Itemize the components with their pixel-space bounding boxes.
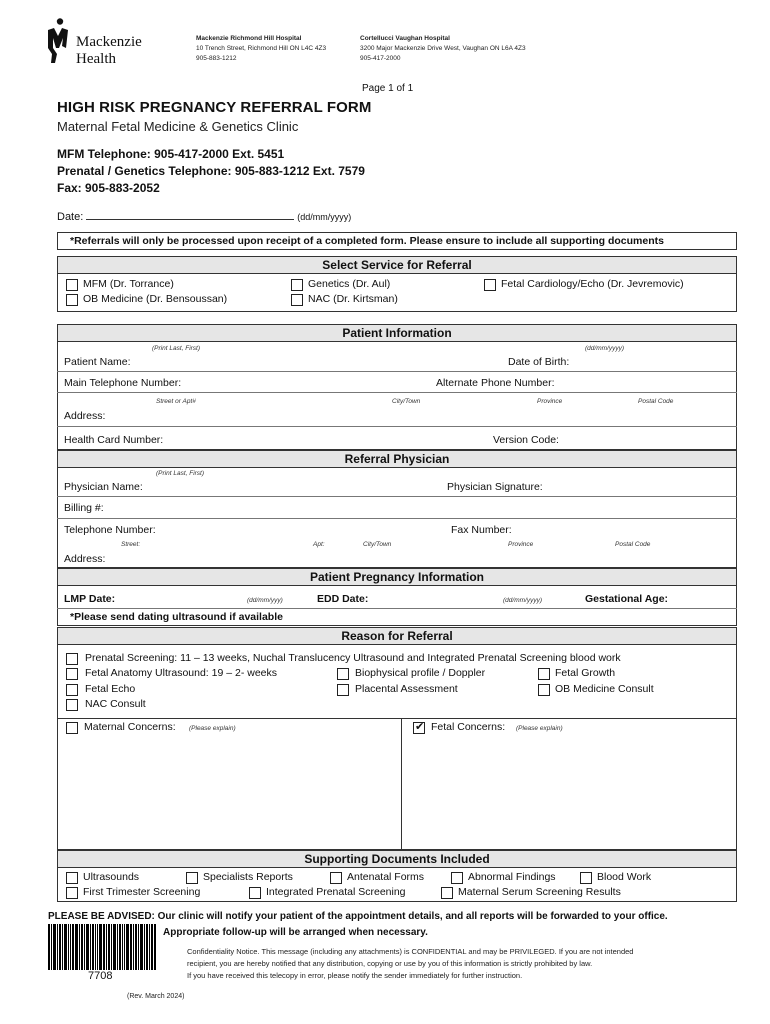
nac-label: NAC (Dr. Kirtsman) xyxy=(308,293,398,305)
dating-ultrasound-note: *Please send dating ultrasound if available xyxy=(70,611,283,623)
postal-hint: Postal Code xyxy=(638,398,674,405)
mfm-checkbox[interactable] xyxy=(66,279,78,291)
health-card-field[interactable]: Health Card Number: xyxy=(64,434,164,446)
date-field[interactable]: Date: (dd/mm/yyyy) xyxy=(57,211,352,223)
fetal-echo-checkbox[interactable] xyxy=(66,684,78,696)
maternal-serum-checkbox[interactable] xyxy=(441,887,453,899)
physician-name-field[interactable]: Physician Name: xyxy=(64,481,143,493)
city-hint: City/Town xyxy=(392,398,421,405)
antenatal-label: Antenatal Forms xyxy=(347,871,425,883)
page-number: Page 1 of 1 xyxy=(362,83,414,94)
processing-notice: *Referrals will only be processed upon receipt of a completed form. Please ensure to include all supporting documents xyxy=(57,232,737,250)
postal-hint: Postal Code xyxy=(615,541,651,548)
follow-up-notice: Appropriate follow-up will be arranged when necessary. xyxy=(163,927,428,938)
vaughan-hospital-info: Cortellucci Vaughan Hospital 3200 Major Mackenzie Drive West, Vaughan ON L6A 4Z3 905-417-2000 xyxy=(360,35,526,62)
ob-consult-checkbox[interactable] xyxy=(538,684,550,696)
fetal-anatomy-checkbox[interactable] xyxy=(66,668,78,680)
form-subtitle: Maternal Fetal Medicine & Genetics Clinic xyxy=(57,119,299,134)
ultrasounds-label: Ultrasounds xyxy=(83,871,140,883)
advised-notice: PLEASE BE ADVISED: Our clinic will notify your patient of the appointment details, and all reports will be forwarded to your office. xyxy=(48,911,668,922)
fetal-cardiology-checkbox[interactable] xyxy=(484,279,496,291)
divider xyxy=(57,392,737,393)
ob-medicine-label: OB Medicine (Dr. Bensoussan) xyxy=(83,293,228,305)
fetal-cardiology-label: Fetal Cardiology/Echo (Dr. Jevremovic) xyxy=(501,278,684,290)
integrated-checkbox[interactable] xyxy=(249,887,261,899)
fetal-growth-checkbox[interactable] xyxy=(538,668,550,680)
lmp-format-hint: (dd/mm/yyy) xyxy=(247,597,283,604)
province-hint: Province xyxy=(537,398,563,405)
genetics-checkbox[interactable] xyxy=(291,279,303,291)
specialists-label: Specialists Reports xyxy=(203,871,293,883)
divider xyxy=(57,718,737,719)
physician-heading: Referral Physician xyxy=(57,450,737,468)
confidentiality-notice: Confidentiality Notice. This message (including any attachments) is CONFIDENTIAL and may be PRIVILEGED. If you are not intended recipient, you are hereby notified that any distribution, copying or use by you of this information is strictly prohibited by law. If you have received this telecopy in error, please notify the sender immediately for further instruction. xyxy=(187,947,634,980)
prenatal-screening-label: Prenatal Screening: 11 – 13 weeks, Nuchal Translucency Ultrasound and Integrated Prenatal Screening blood work xyxy=(85,652,621,664)
fax-number: Fax: 905-883-2052 xyxy=(57,181,160,195)
billing-field[interactable]: Billing #: xyxy=(64,502,104,514)
apt-hint: Apt: xyxy=(313,541,325,548)
street-hint: Street: xyxy=(121,541,141,548)
concerns-divider xyxy=(401,718,402,850)
revision-date: (Rev. March 2024) xyxy=(127,993,185,1000)
pregnancy-heading: Patient Pregnancy Information xyxy=(57,568,737,586)
main-phone-field[interactable]: Main Telephone Number: xyxy=(64,377,182,389)
abnormal-label: Abnormal Findings xyxy=(468,871,556,883)
supporting-heading: Supporting Documents Included xyxy=(57,850,737,868)
maternal-serum-label: Maternal Serum Screening Results xyxy=(458,886,621,898)
divider xyxy=(57,608,737,609)
form-title: HIGH RISK PREGNANCY REFERRAL FORM xyxy=(57,99,372,116)
fetal-hint: (Please explain) xyxy=(516,725,563,732)
patient-name-field[interactable]: Patient Name: xyxy=(64,356,131,368)
fetal-echo-label: Fetal Echo xyxy=(85,683,136,695)
edd-date-field[interactable]: EDD Date: xyxy=(317,593,369,605)
blood-work-checkbox[interactable] xyxy=(580,872,592,884)
divider xyxy=(57,518,737,519)
integrated-label: Integrated Prenatal Screening xyxy=(266,886,406,898)
physician-fax-field[interactable]: Fax Number: xyxy=(451,524,512,536)
street-hint: Street or Apt# xyxy=(156,398,196,405)
antenatal-checkbox[interactable] xyxy=(330,872,342,884)
province-hint: Province xyxy=(508,541,534,548)
ob-consult-label: OB Medicine Consult xyxy=(555,683,654,695)
prenatal-screening-checkbox[interactable] xyxy=(66,653,78,665)
first-trimester-checkbox[interactable] xyxy=(66,887,78,899)
patient-heading: Patient Information xyxy=(57,324,737,342)
patient-address-field[interactable]: Address: xyxy=(64,410,106,422)
mfm-telephone: MFM Telephone: 905-417-2000 Ext. 5451 xyxy=(57,147,285,161)
city-hint: City/Town xyxy=(363,541,392,548)
maternal-concerns-checkbox[interactable] xyxy=(66,722,78,734)
service-heading: Select Service for Referral xyxy=(57,256,737,274)
fetal-concerns-checkbox[interactable] xyxy=(413,722,425,734)
mackenzie-logo-icon xyxy=(44,18,72,64)
lmp-date-field[interactable]: LMP Date: xyxy=(64,593,116,605)
divider xyxy=(57,371,737,372)
first-trimester-label: First Trimester Screening xyxy=(83,886,201,898)
patient-name-hint: (Print Last, First) xyxy=(152,345,201,352)
biophysical-checkbox[interactable] xyxy=(337,668,349,680)
physician-address-field[interactable]: Address: xyxy=(64,553,106,565)
ob-medicine-checkbox[interactable] xyxy=(66,294,78,306)
divider xyxy=(57,496,737,497)
physician-phone-field[interactable]: Telephone Number: xyxy=(64,524,156,536)
fetal-anatomy-label: Fetal Anatomy Ultrasound: 19 – 2- weeks xyxy=(85,667,278,679)
physician-name-hint: (Print Last, First) xyxy=(156,470,205,477)
reason-heading: Reason for Referral xyxy=(57,627,737,645)
nac-checkbox[interactable] xyxy=(291,294,303,306)
prenatal-telephone: Prenatal / Genetics Telephone: 905-883-1212 Ext. 7579 xyxy=(57,164,365,178)
fetal-growth-label: Fetal Growth xyxy=(555,667,616,679)
placental-label: Placental Assessment xyxy=(355,683,458,695)
maternal-hint: (Please explain) xyxy=(189,725,236,732)
divider xyxy=(57,426,737,427)
dob-hint: (dd/mm/yyyy) xyxy=(585,345,624,352)
dob-field[interactable]: Date of Birth: xyxy=(508,356,570,368)
gestational-age-field[interactable]: Gestational Age: xyxy=(585,593,669,605)
logo-wordmark: Mackenzie Health xyxy=(76,34,142,67)
abnormal-checkbox[interactable] xyxy=(451,872,463,884)
mfm-label: MFM (Dr. Torrance) xyxy=(83,278,174,290)
version-code-field[interactable]: Version Code: xyxy=(493,434,559,446)
specialists-checkbox[interactable] xyxy=(186,872,198,884)
fetal-concerns-label: Fetal Concerns: xyxy=(431,721,506,733)
edd-format-hint: (dd/mm/yyyy) xyxy=(503,597,542,604)
nac-consult-checkbox[interactable] xyxy=(66,699,78,711)
alt-phone-field[interactable]: Alternate Phone Number: xyxy=(436,377,555,389)
barcode-number: 7708 xyxy=(88,970,113,982)
blood-work-label: Blood Work xyxy=(597,871,652,883)
maternal-concerns-label: Maternal Concerns: xyxy=(84,721,176,733)
genetics-label: Genetics (Dr. Aul) xyxy=(308,278,391,290)
biophysical-label: Biophysical profile / Doppler xyxy=(355,667,486,679)
richmond-hill-hospital-info: Mackenzie Richmond Hill Hospital 10 Trench Street, Richmond Hill ON L4C 4Z3 905-883-1212 xyxy=(196,35,327,62)
placental-checkbox[interactable] xyxy=(337,684,349,696)
physician-signature-field[interactable]: Physician Signature: xyxy=(447,481,543,493)
nac-consult-label: NAC Consult xyxy=(85,698,146,710)
barcode-icon xyxy=(48,924,156,970)
ultrasounds-checkbox[interactable] xyxy=(66,872,78,884)
